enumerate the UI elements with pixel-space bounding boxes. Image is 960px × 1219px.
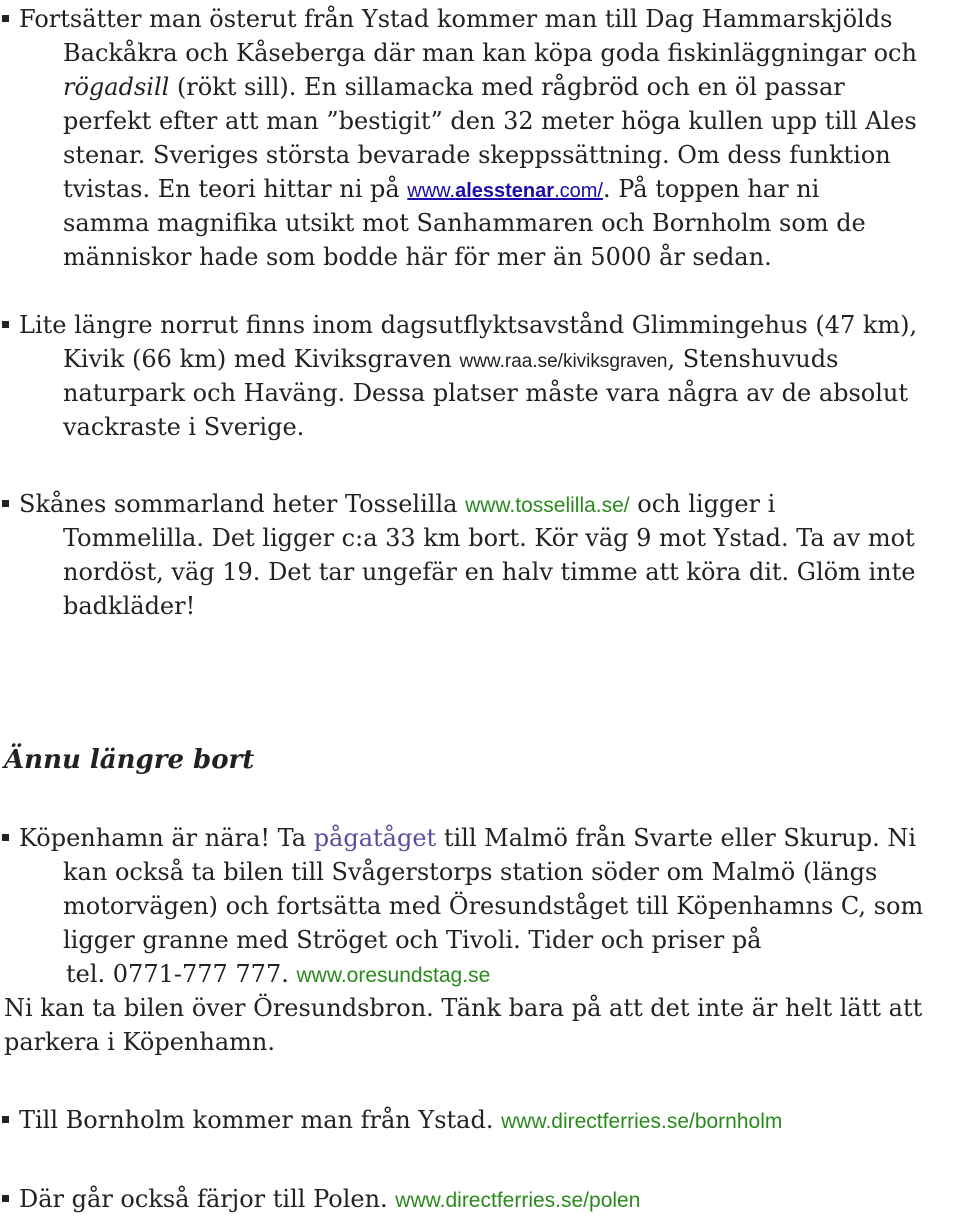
paragraph-line: [63, 206, 866, 240]
text: Ni kan ta bilen över Öresundsbron. Tänk bara på att det inte är helt lätt att: [4, 994, 923, 1022]
text: nordöst, väg 19. Det tar ungefär en halv timme att köra dit. Glöm inte: [63, 558, 916, 586]
text: Backåkra och Kåseberga där man kan köpa goda fiskinläggningar och: [63, 39, 917, 67]
paragraph-line: [63, 36, 917, 70]
text: Skånes sommarland heter Tosselilla: [19, 490, 466, 518]
paragraph-line: [4, 1025, 275, 1059]
oresundstag-link[interactable]: www.oresundstag.se: [296, 964, 491, 987]
text: perfekt efter att man ”bestigit” den 32 meter höga kullen upp till Ales: [63, 107, 917, 135]
text: motorvägen) och fortsätta med Öresundståget till Köpenhamns C, som: [63, 892, 924, 920]
kiviksgraven-link[interactable]: www.raa.se/kiviksgraven: [459, 351, 668, 372]
text: ligger granne med Ströget och Tivoli. Tider och priser på: [63, 926, 762, 954]
paragraph-line: [63, 923, 761, 957]
text: Kivik (66 km) med Kiviksgraven: [63, 345, 460, 373]
paragraph-line: [63, 521, 915, 555]
paragraph-line: [63, 104, 917, 138]
bullet-icon: [2, 1116, 9, 1123]
text: (rökt sill). En sillamacka med rågbröd och en öl passar: [169, 73, 845, 101]
tosselilla-link[interactable]: www.tosselilla.se/: [465, 494, 630, 517]
text: Där går också färjor till Polen.: [19, 1185, 396, 1213]
text: tel. 0771-777 777.: [66, 960, 297, 988]
polen-link[interactable]: www.directferries.se/polen: [395, 1189, 641, 1212]
text: och ligger i: [629, 490, 776, 518]
text: Lite längre norrut finns inom dagsutflyktsavstånd Glimmingehus (47 km),: [19, 311, 918, 339]
text: samma magnifika utsikt mot Sanhammaren och Bornholm som de: [63, 209, 866, 237]
paragraph-line: [0, 308, 917, 342]
paragraph-line: [63, 70, 845, 104]
paragraph-line: [63, 555, 915, 589]
paragraph-line: [63, 410, 304, 444]
text: badkläder!: [63, 592, 196, 620]
paragraph-line: [63, 138, 891, 172]
paragraph-line: [4, 991, 922, 1025]
text: stenar. Sveriges största bevarade skeppssättning. Om dess funktion: [63, 141, 891, 169]
bornholm-link[interactable]: www.directferries.se/bornholm: [501, 1110, 783, 1133]
text: parkera i Köpenhamn.: [4, 1028, 275, 1056]
paragraph-line: [63, 342, 838, 379]
paragraph-line: [0, 487, 775, 523]
paragraph-line: [0, 821, 916, 855]
text: , Stenshuvuds: [667, 345, 839, 373]
text: till Malmö från Svarte eller Skurup. Ni: [436, 824, 917, 852]
bullet-icon: [2, 500, 9, 507]
paragraph-line: [63, 240, 772, 274]
text: Köpenhamn är nära! Ta: [19, 824, 314, 852]
paragraph-line: [63, 889, 923, 923]
text: naturpark och Haväng. Dessa platser måste vara några av de absolut: [63, 379, 909, 407]
pagataget-link[interactable]: pågatåget: [313, 824, 437, 852]
paragraph-line: [63, 376, 908, 410]
text: människor hade som bodde här för mer än 5000 år sedan.: [63, 243, 772, 271]
italic-text: rögadsill: [63, 73, 170, 101]
paragraph-line: [63, 172, 819, 208]
text: tvistas. En teori hittar ni på: [63, 175, 408, 203]
paragraph-line: [0, 2, 892, 36]
paragraph-line: [63, 589, 195, 623]
link-part: www.: [407, 180, 456, 202]
bullet-icon: [2, 834, 9, 841]
bullet-icon: [2, 321, 9, 328]
text: . På toppen har ni: [602, 175, 820, 203]
paragraph-line: [66, 957, 490, 993]
text: kan också ta bilen till Svågerstorps station söder om Malmö (längs: [63, 858, 878, 886]
section-heading: Ännu längre bort: [4, 745, 255, 775]
bullet-icon: [2, 1195, 9, 1202]
text: Till Bornholm kommer man från Ystad.: [19, 1106, 502, 1134]
link-part: alesstenar: [455, 180, 555, 202]
text: Tommelilla. Det ligger c:a 33 km bort. Kör väg 9 mot Ystad. Ta av mot: [63, 524, 915, 552]
paragraph-line: [63, 855, 877, 889]
paragraph-line: [0, 1182, 640, 1218]
bullet-icon: [2, 15, 9, 22]
alesstenar-link[interactable]: [407, 180, 603, 202]
text: Fortsätter man österut från Ystad kommer man till Dag Hammarskjölds: [19, 5, 893, 33]
paragraph-line: [0, 1103, 782, 1139]
link-part: .com/: [554, 180, 603, 202]
text: vackraste i Sverige.: [63, 413, 305, 441]
